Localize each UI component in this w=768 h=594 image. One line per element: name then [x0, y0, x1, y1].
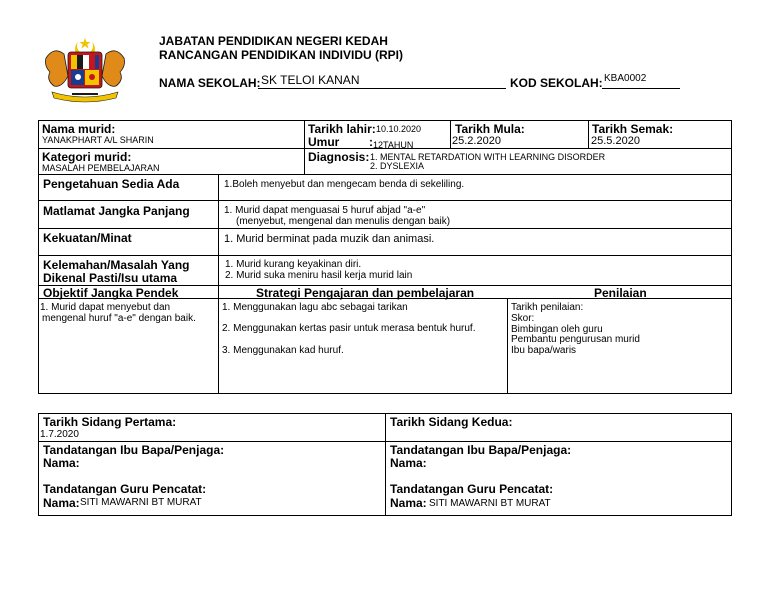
objective-line-1: 1. Murid dapat menyebut dan: [40, 302, 171, 313]
evaluation-score: Skor:: [511, 313, 535, 324]
age-colon: :: [369, 135, 373, 149]
teacher-name-left: SITI MAWARNI BT MURAT: [80, 497, 202, 508]
prior-knowledge-value: 1.Boleh menyebut dan mengecam benda di sekeliling.: [224, 179, 465, 190]
diagnosis-item-2: 2. DYSLEXIA: [370, 161, 425, 171]
teacher-name-label-left: Nama:: [43, 496, 80, 510]
long-term-goal-label: Matlamat Jangka Panjang: [43, 204, 190, 218]
long-term-goal-line-1: 1. Murid dapat menguasai 5 huruf abjad "a-e": [224, 205, 426, 216]
weakness-item-2: 2. Murid suka meniru hasil kerja murid lain: [225, 270, 413, 281]
evaluation-guidance-assistant: Pembantu pengurusan murid: [511, 334, 640, 345]
teacher-name-right: SITI MAWARNI BT MURAT: [429, 498, 551, 509]
department-title: JABATAN PENDIDIKAN NEGERI KEDAH: [159, 34, 388, 48]
evaluation-date: Tarikh penilaian:: [511, 302, 584, 313]
dob-value: 10.10.2020: [376, 124, 422, 134]
form-title: RANCANGAN PENDIDIKAN INDIVIDU (RPI): [159, 48, 404, 62]
teacher-signature-label-right: Tandatangan Guru Pencatat:: [390, 482, 554, 496]
category-label: Kategori murid:: [42, 150, 132, 164]
student-name-label: Nama murid:: [42, 122, 116, 136]
start-date-label: Tarikh Mula:: [455, 122, 525, 136]
malaysia-coat-of-arms-logo: [40, 36, 130, 104]
school-name-underline: [258, 88, 506, 89]
strategy-item-2: 2. Menggunakan kertas pasir untuk merasa bentuk huruf.: [222, 323, 476, 334]
dob-label: Tarikh lahir:: [308, 122, 376, 136]
teacher-signature-label-left: Tandatangan Guru Pencatat:: [43, 482, 207, 496]
evaluation-guidance-parent: Ibu bapa/waris: [511, 345, 577, 356]
second-meeting-label: Tarikh Sidang Kedua:: [390, 415, 513, 429]
start-date-value: 25.2.2020: [452, 135, 501, 147]
parent-name-label-left: Nama:: [43, 456, 80, 470]
school-name-label: NAMA SEKOLAH:: [159, 76, 261, 90]
student-name-value: YANAKPHART A/L SHARIN: [42, 135, 154, 145]
diagnosis-label: Diagnosis:: [308, 150, 370, 164]
strength-label: Kekuatan/Minat: [43, 231, 132, 245]
parent-signature-label-left: Tandatangan Ibu Bapa/Penjaga:: [43, 443, 225, 457]
parent-signature-label-right: Tandatangan Ibu Bapa/Penjaga:: [390, 443, 572, 457]
weakness-label-line-2: Dikenal Pasti/Isu utama: [43, 271, 178, 285]
strategy-item-1: 1. Menggunakan lagu abc sebagai tarikan: [222, 302, 408, 313]
school-code-underline: [602, 88, 680, 89]
long-term-goal-line-2: (menyebut, mengenal dan menulis dengan baik): [236, 216, 451, 227]
objective-line-2: mengenal huruf "a-e" dengan baik.: [42, 313, 196, 324]
weakness-label-line-1: Kelemahan/Masalah Yang: [43, 258, 190, 272]
weakness-item-1: 1. Murid kurang keyakinan diri.: [225, 259, 362, 270]
prior-knowledge-label: Pengetahuan Sedia Ada: [43, 177, 180, 191]
objective-header: Objektif Jangka Pendek: [43, 286, 179, 300]
review-date-label: Tarikh Semak:: [592, 122, 674, 136]
evaluation-guidance-teacher: Bimbingan oleh guru: [511, 324, 603, 335]
evaluation-header: Penilaian: [594, 286, 647, 300]
teacher-name-label-right: Nama:: [390, 496, 427, 510]
school-code-value: KBA0002: [604, 73, 647, 84]
first-meeting-value: 1.7.2020: [40, 429, 79, 440]
category-value: MASALAH PEMBELAJARAN: [42, 163, 160, 173]
review-date-value: 25.5.2020: [591, 135, 640, 147]
first-meeting-label: Tarikh Sidang Pertama:: [43, 415, 177, 429]
strength-value: 1. Murid berminat pada muzik dan animasi.: [224, 233, 435, 245]
diagnosis-item-1: 1. MENTAL RETARDATION WITH LEARNING DISORDER: [370, 152, 606, 162]
parent-name-label-right: Nama:: [390, 456, 427, 470]
age-label: Umur: [308, 135, 340, 149]
school-name-value: SK TELOI KANAN: [261, 73, 360, 87]
age-value: 12TAHUN: [373, 140, 414, 150]
strategy-header: Strategi Pengajaran dan pembelajaran: [256, 286, 475, 300]
school-code-label: KOD SEKOLAH:: [510, 76, 603, 90]
strategy-item-3: 3. Menggunakan kad huruf.: [222, 345, 344, 356]
